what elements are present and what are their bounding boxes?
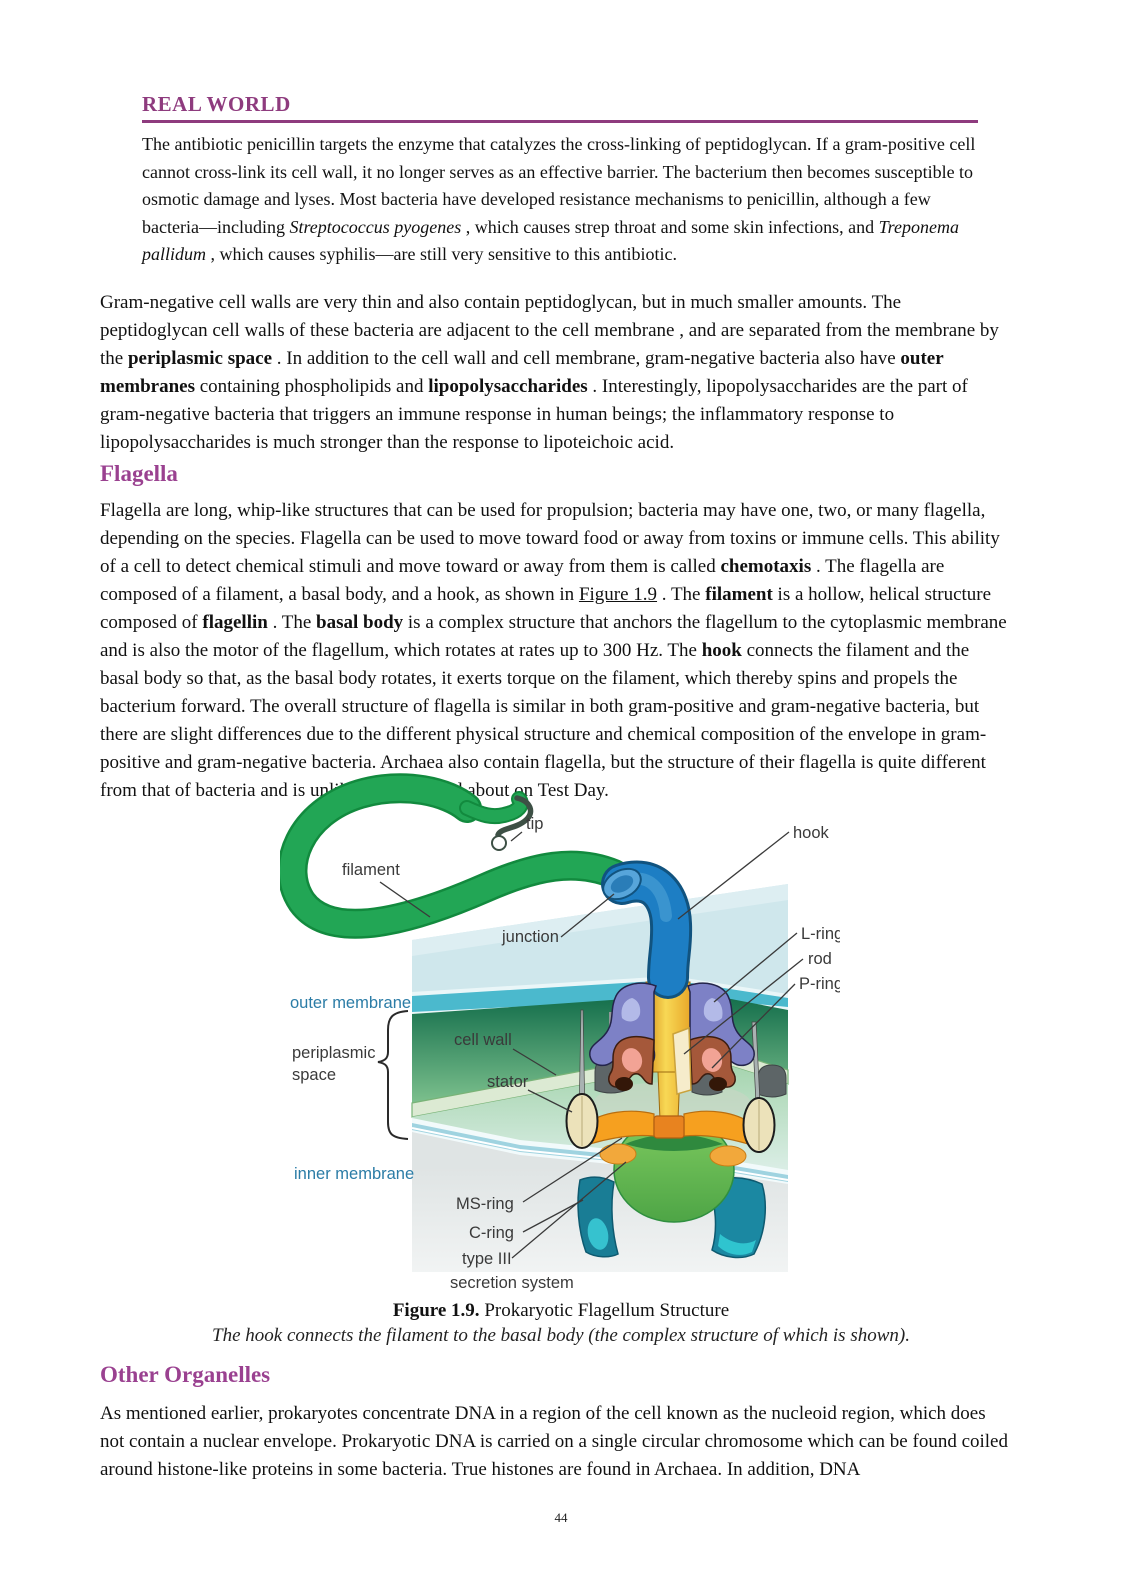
figure-label-l-ring: L-ring (801, 925, 840, 943)
text-run: basal body (316, 612, 404, 633)
text-run: lipopolysaccharides (428, 376, 588, 397)
figure-label-periplasmic-2: space (292, 1066, 337, 1084)
text-run: The antibiotic penicillin targets the enzyme that catalyzes the cross-linking of peptidoglycan. If a gram-positive cell cannot cross-link its cell wall, it no longer serves as an effective barrier. The bacterium then becomes susceptible to osmotic damage and lyses. Most bacteria have developed resistance mechanisms to penicillin, although a few bacteria—including (142, 134, 976, 237)
figure-label-periplasmic-1: periplasmic (292, 1044, 376, 1062)
figure-label-type3-1: type III (462, 1250, 512, 1268)
flagella-heading: Flagella (100, 461, 178, 486)
figure-caption-title: Prokaryotic Flagellum Structure (479, 1300, 730, 1321)
figure-ref-link[interactable]: Figure 1.9 (578, 584, 658, 605)
text-run: . The (657, 584, 706, 605)
flagella-paragraph (100, 497, 1012, 805)
text-run: flagellin (202, 612, 268, 633)
figure-label-c-ring: C-ring (469, 1224, 514, 1242)
figure-label-filament: filament (342, 861, 400, 879)
figure-label-hook: hook (793, 824, 829, 842)
text-run: outer membranes (100, 348, 944, 397)
figure-label-type3-2: secretion system (450, 1274, 574, 1292)
text-run: , which causes strep throat and some skin infections, and (461, 216, 879, 237)
figure-label-outer-membrane: outer membrane (290, 994, 412, 1012)
real-world-rule (142, 120, 978, 123)
figure-label-stator: stator (487, 1073, 529, 1091)
page-number: 44 (554, 1510, 568, 1525)
figure-label-ms-ring: MS-ring (456, 1195, 514, 1213)
figure-label-tip: tip (526, 815, 544, 833)
text-run: hook (701, 640, 742, 661)
label-line-tip (511, 832, 522, 841)
real-world-callout (142, 92, 978, 269)
text-run: containing phospholipids and (194, 376, 429, 397)
figure-caption-subtitle: The hook connects the filament to the basal body (the complex structure of which is shown). (212, 1325, 910, 1346)
rod-cutaway (673, 1028, 691, 1094)
text-run: Treponema pallidum (142, 216, 959, 264)
figure-caption (0, 1300, 1122, 1322)
real-world-title: REAL WORLD (142, 92, 291, 116)
text-run: , which causes syphilis—are still very sensitive to this antibiotic. (206, 244, 677, 264)
periplasmic-space-brace (378, 1011, 408, 1139)
figure-label-inner-membrane: inner membrane (294, 1165, 415, 1183)
figure-label-cell-wall: cell wall (454, 1031, 512, 1049)
text-run: connects the filament and the basal body so that, as the basal body rotates, it exerts torque on the filament, which thereby spins and propels the bacterium forward. The overall structure of flagella is similar in both gram-positive and gram-negative bacteria, but there are slight differences due to the different physical structure and chemical composition of the envelope in gram-positive and gram-negative bacteria. Archaea also contain flagella, but the structure of their flagella is quite different from that of bacteria and is unlikely to be asked about on Test Day. (100, 640, 987, 801)
text-run: periplasmic space (127, 348, 273, 369)
real-world-paragraph (142, 131, 978, 269)
other-organelles-paragraph (100, 1400, 1012, 1484)
text-run: chemotaxis (720, 556, 812, 577)
text-run: . In addition to the cell wall and cell membrane, gram-negative bacteria also have (272, 348, 901, 369)
text-run: filament (705, 584, 773, 605)
text-run: is a hollow, helical structure composed of (100, 584, 992, 633)
text-run: Streptococcus pyogenes (289, 216, 462, 237)
flagellum-diagram (280, 772, 840, 1294)
filament (292, 788, 614, 923)
figure-1-9 (280, 772, 840, 1294)
figure-label-junction: junction (502, 928, 559, 946)
text-run: is a complex structure that anchors the flagellum to the cytoplasmic membrane and is also the motor of the flagellum, which rotates at rates up to 300 Hz. The (100, 612, 1007, 661)
figure-label-p-ring: P-ring (799, 975, 840, 993)
text-run: Gram-negative cell walls are very thin and also contain peptidoglycan, but in much smaller amounts. The peptidoglycan cell walls of these bacteria are adjacent to the cell membrane , and are separated from the membrane by the (100, 292, 999, 369)
text-run: . The flagella are composed of a filament, a basal body, and a hook, as shown in (100, 556, 945, 605)
figure-label-rod: rod (808, 950, 832, 968)
other-organelles-heading: Other Organelles (100, 1362, 271, 1387)
text-run: As mentioned earlier, prokaryotes concentrate DNA in a region of the cell known as the nucleoid region, which does not contain a nuclear envelope. Prokaryotic DNA is carried on a single circular chromosome which can be found coiled around histone-like proteins in some bacteria. True histones are found in Archaea. In addition, DNA (100, 1403, 1008, 1480)
text-run: . The (267, 612, 317, 633)
gram-negative-paragraph (100, 289, 1012, 457)
figure-caption-label: Figure 1.9. (392, 1300, 480, 1321)
text-run: Flagella are long, whip-like structures that can be used for propulsion; bacteria may have one, two, or many flagella, depending on the species. Flagella can be used to move toward food or away from toxins or immune cells. This ability of a cell to detect chemical stimuli and move toward or away from them is called (100, 500, 1000, 577)
text-run: . Interestingly, lipopolysaccharides are the part of gram-negative bacteria that triggers an immune response in human beings; the inflammatory response to lipopolysaccharides is much stronger than the response to lipoteichoic acid. (100, 376, 968, 453)
